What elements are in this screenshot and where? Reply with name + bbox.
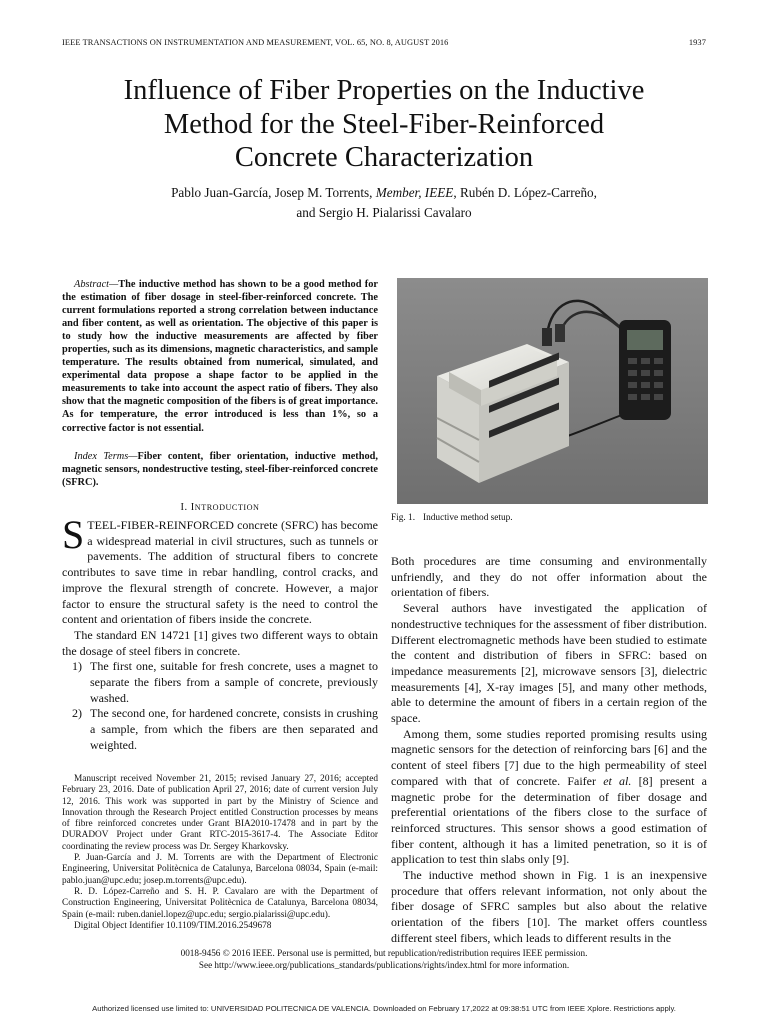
authors-part-a: Pablo Juan-García, Josep M. Torrents, [171,185,373,200]
intro-paragraph-2: The standard EN 14721 [1] gives two different ways to obtain the dosage of steel fibers in concrete. [62,627,378,658]
right-paragraph-3-text-b: [8] present a magnetic probe for the determination of fiber dosage and preferential orientations of the fibers close to the surface of reinforced structures. This sensor shows a good estimation of fiber content, although it has a limited penetration, so it is of application to test thin slabs only [9]. [391,773,708,867]
figure-caption-text: Inductive method setup. [423,513,513,523]
author-list [40,183,728,223]
right-column-body [391,554,707,947]
manuscript-footnote [62,774,378,932]
index-terms-lead: Index Terms— [74,451,138,462]
introduction-body [62,512,378,754]
running-header [62,38,706,50]
section-title-rest: NTRODUCTION [194,503,260,512]
right-paragraph-1: Both procedures are time consuming and environmentally unfriendly, and they do not offer information about the orientation of fibers. [391,554,707,600]
right-paragraph-3 [391,727,707,868]
intro-paragraph-1 [62,512,378,628]
dosage-methods-list [62,659,378,753]
intro-paragraph-1-text: TEEL-FIBER-REINFORCED concrete (SFRC) has become a widespread material in civil structures, such as tunnels or pavements. The addition of structural fibers to concrete contributes to save time in rebar handling, control cracks, and improve the flexural strength of concrete. However, a major factor to ensure the structural safety is the need to control the content and orientation of fibers inside the concrete. [62,518,378,627]
journal-name: IEEE TRANSACTIONS ON INSTRUMENTATION AND MEASUREMENT, VOL. 65, NO. 8, AUGUST 2016 [62,38,449,47]
title-line-1: Influence of Fiber Properties on the Inductive [123,75,645,106]
footnote-doi: Digital Object Identifier 10.1109/TIM.2016.2549678 [74,920,272,931]
abstract [62,278,378,435]
paper-title [40,74,728,175]
copyright-line-1: 0018-9456 © 2016 IEEE. Personal use is permitted, but republication/redistribution requires IEEE permission. [180,948,588,958]
abstract-text: The inductive method has shown to be a good method for the estimation of fiber dosage in steel-fiber-reinforced concrete. The current formulations reported a strong correlation between inductance and fiber content, as well as orientation. The objective of this paper is to study how the inductive measurements are affected by fiber properties, such as its dimensions, magnetic characteristics, and sample temperature. The results obtained from numerical, simulated, and experimental data propose a shape factor to be applied in the measurements to take into account the aspect ratio of fibers. They also show that the magnetic composition of the fibers is of great importance. As for temperature, the error introduced is less than 1%, so a corrective factor is not essential. [62,279,378,434]
index-terms-text: Fiber content, fiber orientation, inductive method, magnetic sensors, nondestructive testing, steel-fiber-reinforced concrete (SFRC). [62,451,379,489]
abstract-lead: Abstract— [74,279,119,290]
list-item [62,659,378,706]
list-item [62,706,378,753]
copyright-line-2: See http://www.ieee.org/publications_standards/publications/rights/index.html for more information. [198,960,570,970]
figure-1-caption [391,513,513,523]
copyright-notice [62,947,706,971]
right-paragraph-2: Several authors have investigated the application of nondestructive techniques for the assessment of fiber distribution. Different electromagnetic methods have been studied to estimate the content and distribution of fibers in SFRC: based on impedance measurements [2], microwave sensors [3], dielectric measurements [4], X-ray images [5], and many other methods, able to determine the amount of fibers in a certain region of the space. [391,601,707,726]
footnote-affiliation-2: R. D. López-Carreño and S. H. P. Cavalaro are with the Department of Construction Engineering, Universitat Politècnica de Catalunya, Barcelona 08034, Spain (e-mail: ruben.daniel.lopez@upc.edu; sergio.pialarissi@upc.edu). [62,886,378,920]
title-line-2: Method for the Steel-Fiber-Reinforced [163,108,605,140]
page-number: 1937 [688,38,706,47]
footnote-affiliation-1: P. Juan-García and J. M. Torrents are with the Department of Electronic Engineering, Universitat Politècnica de Catalunya, Barcelona 08034, Spain (e-mail: pablo.juan@upc.edu; josep.m.torrents@upc.edu). [62,853,378,886]
right-paragraph-3-text-a: Among them, some studies reported promising results using magnetic sensors for the detection of reinforcing bars [6] and the content of steel fibers [7] due to the high permeability of steel compared with that of concrete. Faifer [391,726,707,788]
figure-1-photo [397,278,708,504]
et-al: et al. [603,773,632,788]
list-item-text: The second one, for hardened concrete, consists in crushing a sample, from which the fibers are then separated and weighted. [90,706,378,752]
authors-part-b: , Rubén D. López-Carreño, [453,185,597,200]
list-item-number: 2) [72,706,82,721]
section-heading-introduction [62,502,378,513]
drop-cap: S [62,512,85,557]
footnote-manuscript: Manuscript received November 21, 2015; revised January 27, 2016; accepted February 23, 2016. Date of publication April 27, 2016; date of current version July 12, 2016. This work was supported in part by the Ministry of Science and Innovation through the Research Project entitled Construction processes by means of fibre reinforced concretes under Grant BIA2010-17478 and in part by the DURADOV Project under Grant RTC-2015-3617-4. The Associate Editor coordinating the review process was Dr. Sergey Kharkovsky. [62,774,378,852]
figure-label: Fig. 1. [391,513,416,523]
list-item-number: 1) [72,659,82,674]
authors-line-2: and Sergio H. Pialarissi Cavalaro [296,205,472,220]
index-terms [62,450,378,489]
member-designation: Member, IEEE [375,185,454,200]
right-paragraph-4: The inductive method shown in Fig. 1 is an inexpensive procedure that offers relevant information, not only about the fiber dosage of SFRC samples but also about the relative orientation of the fibers [10]. The market offers countless different steel fibers, which leads to different results in the [391,868,707,945]
list-item-text: The first one, suitable for fresh concrete, uses a magnet to separate the fibers from a sample of concrete, previously washed. [90,659,378,705]
authors-line-1 [40,183,728,203]
setup-photo-image [397,278,708,504]
section-numeral: I. I [180,502,195,513]
title-line-3: Concrete Characterization [234,142,534,173]
license-footer: Authorized licensed use limited to: UNIVERSIDAD POLITECNICA DE VALENCIA. Downloaded on February 17,2022 at 09:38:51 UTC from IEEE Xplore. Restrictions apply. [92,1004,676,1013]
